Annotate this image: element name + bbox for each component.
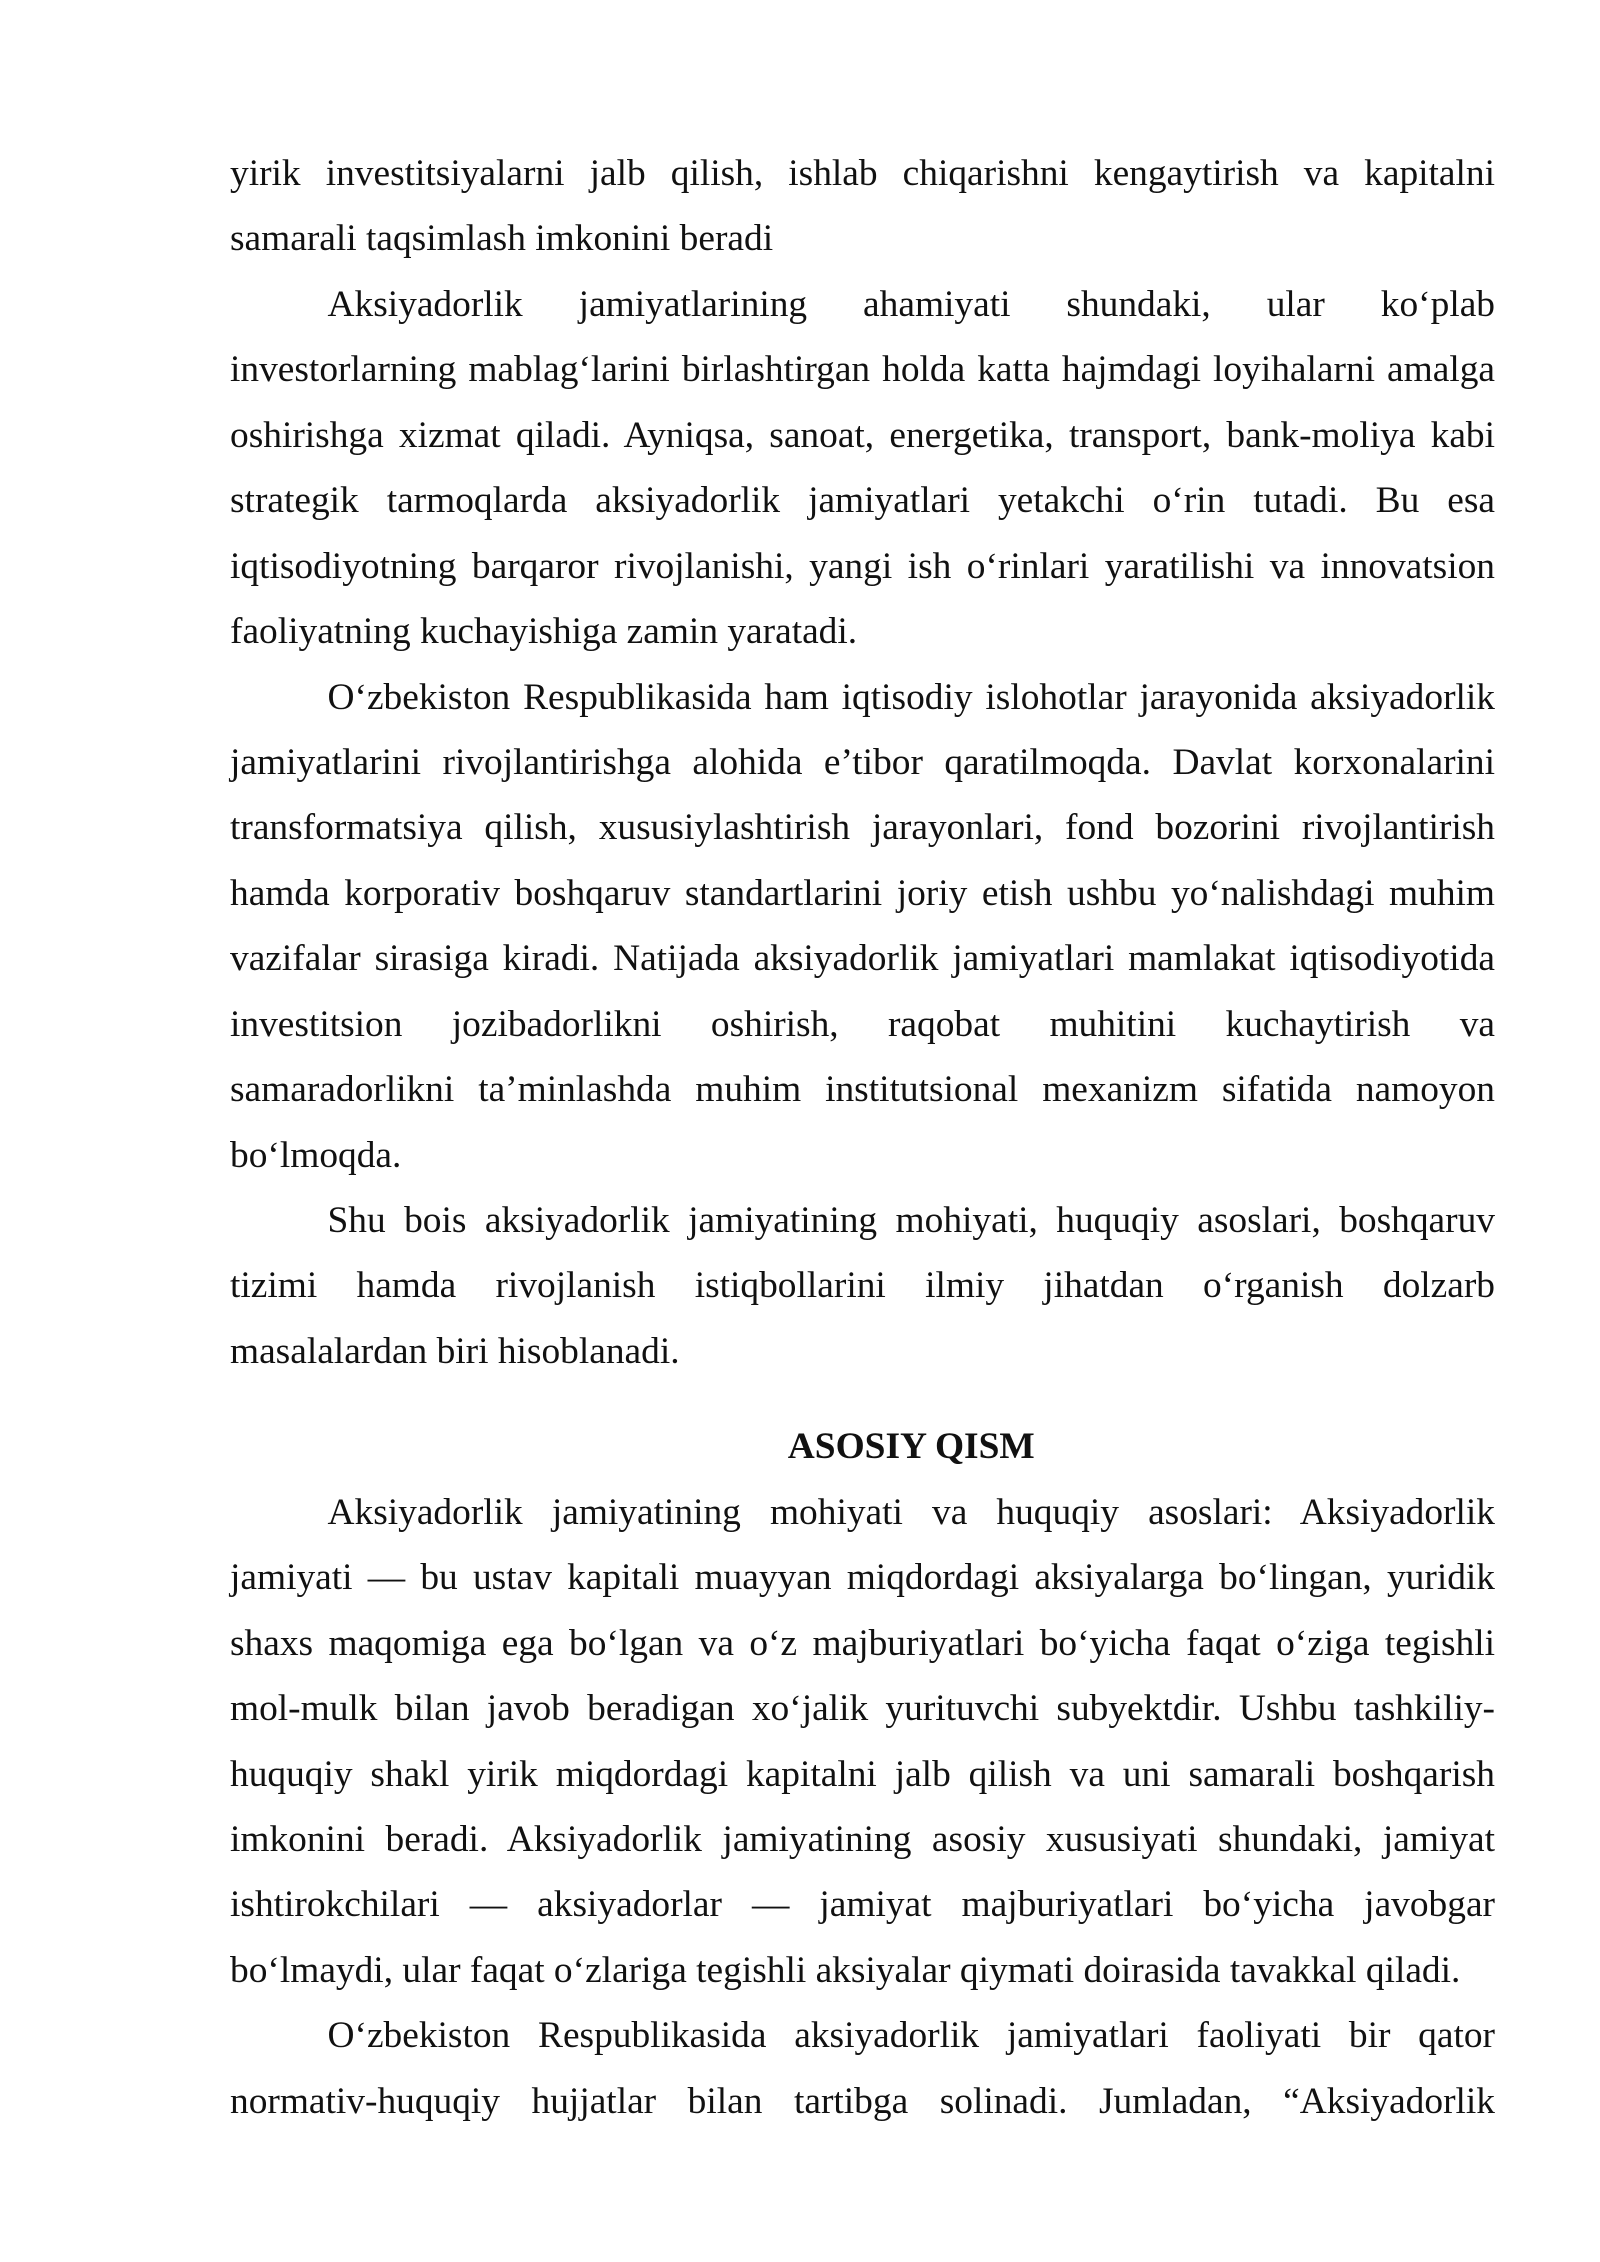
text-line: imkonini beradi. Aksiyadorlik jamiyatining asosiy xususiyati shundaki, jamiyat: [230, 1818, 1495, 1860]
section-heading: ASOSIY QISM: [787, 1426, 1035, 1468]
text-line: investorlarning mablag‘larini birlashtirgan holda katta hajmdagi loyihalarni amalga: [230, 349, 1495, 391]
paragraph: [230, 1188, 1495, 1384]
paragraph: [230, 665, 1495, 1189]
text-line: O‘zbekiston Respublikasida ham iqtisodiy islohotlar jarayonida aksiyadorlik: [327, 676, 1495, 718]
text-line: Aksiyadorlik jamiyatlarining ahamiyati shundaki, ular ko‘plab: [327, 283, 1495, 325]
paragraph: [230, 1480, 1495, 2004]
text-line: strategik tarmoqlarda aksiyadorlik jamiyatlari yetakchi o‘rin tutadi. Bu esa: [230, 480, 1495, 522]
text-line: normativ-huquqiy hujjatlar bilan tartibga solinadi. Jumladan, “Aksiyadorlik: [230, 2080, 1495, 2122]
text-line: shaxs maqomiga ega bo‘lgan va o‘z majburiyatlari bo‘yicha faqat o‘ziga tegishli: [230, 1622, 1495, 1664]
text-line: jamiyatlarini rivojlantirishga alohida e’tibor qaratilmoqda. Davlat korxonalarini: [230, 741, 1495, 783]
text-line: faoliyatning kuchayishiga zamin yaratadi.: [230, 611, 858, 653]
text-line: iqtisodiyotning barqaror rivojlanishi, yangi ish o‘rinlari yaratilishi va innovatsion: [230, 545, 1495, 587]
text-line: hamda korporativ boshqaruv standartlarini joriy etish ushbu yo‘nalishdagi muhim: [230, 872, 1495, 914]
document-body: [230, 141, 1495, 2134]
text-line: Aksiyadorlik jamiyatining mohiyati va huquqiy asoslari: Aksiyadorlik: [327, 1491, 1495, 1533]
text-line: transformatsiya qilish, xususiylashtirish jarayonlari, fond bozorini rivojlantirish: [230, 807, 1495, 849]
text-line: vazifalar sirasiga kiradi. Natijada aksiyadorlik jamiyatlari mamlakat iqtisodiyotida: [230, 938, 1495, 980]
text-line: bo‘lmaydi, ular faqat o‘zlariga tegishli aksiyalar qiymati doirasida tavakkal qiladi.: [230, 1949, 1461, 1991]
paragraph: [230, 272, 1495, 665]
text-line: samarali taqsimlash imkonini beradi: [230, 218, 774, 260]
text-line: bo‘lmoqda.: [230, 1134, 402, 1176]
text-line: samaradorlikni ta’minlashda muhim institutsional mexanizm sifatida namoyon: [230, 1069, 1495, 1111]
text-line: oshirishga xizmat qiladi. Ayniqsa, sanoat, energetika, transport, bank-moliya kabi: [230, 414, 1495, 456]
text-line: masalalardan biri hisoblanadi.: [230, 1330, 680, 1372]
paragraph: [230, 141, 1495, 272]
text-line: O‘zbekiston Respublikasida aksiyadorlik jamiyatlari faoliyati bir qator: [327, 2015, 1495, 2057]
text-line: yirik investitsiyalarni jalb qilish, ishlab chiqarishni kengaytirish va kapitalni: [230, 153, 1495, 194]
text-line: jamiyati — bu ustav kapitali muayyan miqdordagi aksiyalarga bo‘lingan, yuridik: [230, 1557, 1495, 1599]
text-line: investitsion jozibadorlikni oshirish, raqobat muhitini kuchaytirish va: [230, 1003, 1495, 1045]
text-line: Shu bois aksiyadorlik jamiyatining mohiyati, huquqiy asoslari, boshqaruv: [327, 1200, 1495, 1241]
text-line: mol-mulk bilan javob beradigan xo‘jalik yurituvchi subyektdir. Ushbu tashkiliy-: [230, 1688, 1495, 1730]
paragraph: [230, 2003, 1495, 2134]
text-line: tizimi hamda rivojlanish istiqbollarini ilmiy jihatdan o‘rganish dolzarb: [230, 1265, 1495, 1307]
text-line: ishtirokchilari — aksiyadorlar — jamiyat majburiyatlari bo‘yicha javobgar: [230, 1884, 1495, 1926]
text-line: huquqiy shakl yirik miqdordagi kapitalni jalb qilish va uni samarali boshqarish: [230, 1753, 1495, 1795]
